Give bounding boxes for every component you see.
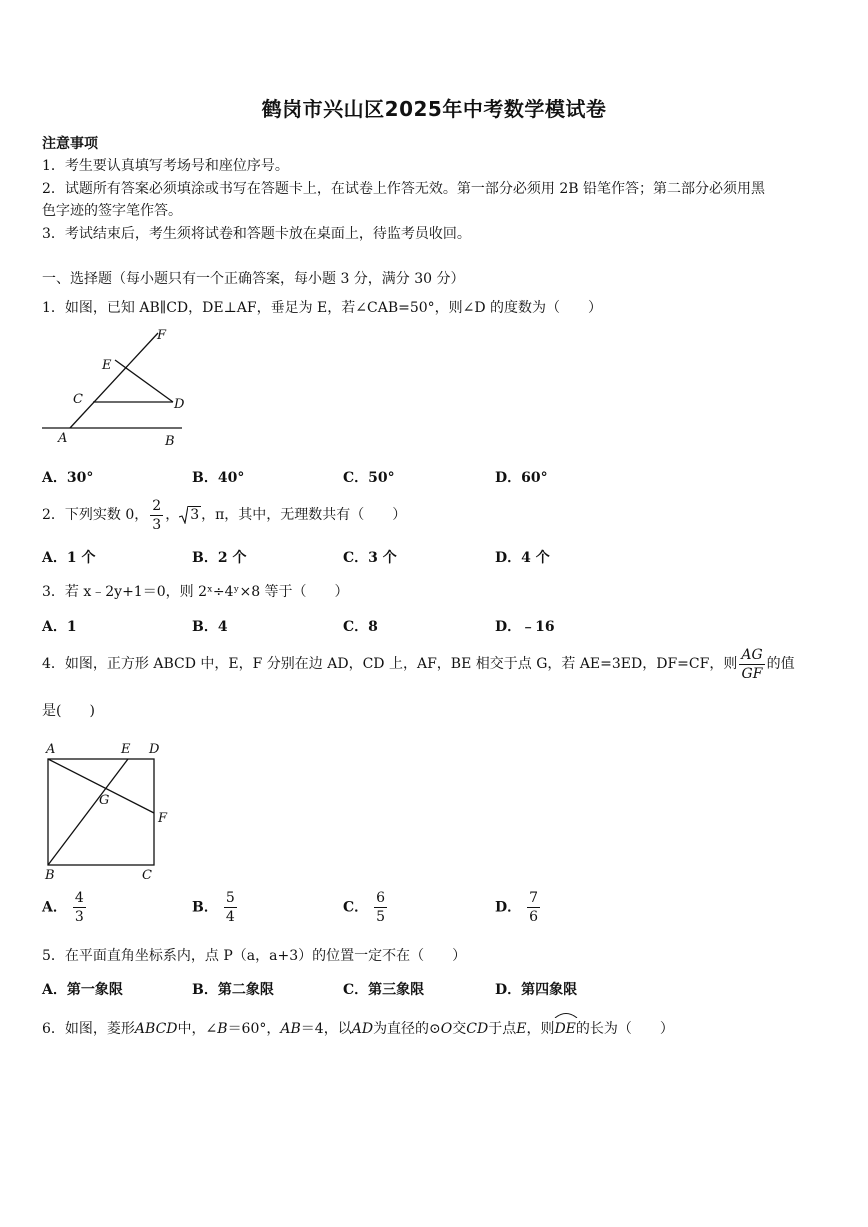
q4-option-d-frac bbox=[527, 891, 540, 924]
q4-label-A: A bbox=[46, 742, 56, 757]
q4-option-a-letter: A． bbox=[42, 899, 67, 916]
q4-label-F: F bbox=[158, 811, 168, 826]
q2-stem-mid: ， bbox=[165, 507, 180, 523]
q2-sqrt bbox=[179, 496, 201, 534]
notice-item-2-cont: 色字迹的签字笔作答。 bbox=[42, 203, 182, 219]
q4-stem-tail: 的值 bbox=[766, 656, 795, 672]
q4-option-b-num: 5 bbox=[225, 890, 235, 906]
q6-e: E bbox=[516, 1021, 527, 1037]
q6-ad: AD bbox=[351, 1021, 374, 1037]
q6-ab: AB bbox=[280, 1021, 301, 1037]
q1-figure bbox=[40, 325, 190, 450]
q4-option-d-den: 6 bbox=[529, 909, 539, 925]
notice-heading: 注意事项 bbox=[42, 136, 98, 152]
q4-option-a bbox=[42, 891, 88, 924]
q4-option-b-den: 4 bbox=[225, 909, 235, 925]
q6-stem bbox=[42, 1012, 674, 1042]
q4-label-E: E bbox=[121, 742, 131, 757]
q3-option-a: A．1 bbox=[42, 619, 77, 635]
q3-option-c: C．8 bbox=[343, 619, 378, 635]
q5-option-b: B．第二象限 bbox=[192, 982, 274, 998]
q6-arc-label: DE bbox=[554, 1021, 576, 1037]
q4-option-a-num: 4 bbox=[74, 890, 84, 906]
q2-option-b: B．2 个 bbox=[192, 550, 247, 566]
q4-option-c-num: 6 bbox=[376, 890, 386, 906]
q1-label-E: E bbox=[102, 358, 112, 373]
q4-figure bbox=[40, 738, 180, 888]
q2-option-c: C．3 个 bbox=[343, 550, 397, 566]
q5-stem: 5．在平面直角坐标系内，点 P（a，a+3）的位置一定不在（ ） bbox=[42, 948, 467, 964]
q6-mid5: 交 bbox=[452, 1021, 467, 1037]
q4-fraction bbox=[739, 648, 764, 681]
q4-option-d-letter: D． bbox=[495, 899, 522, 916]
q4-option-c bbox=[343, 891, 389, 924]
q1-label-A: A bbox=[58, 431, 68, 446]
q3-option-b: B．4 bbox=[192, 619, 228, 635]
q6-cd: CD bbox=[466, 1021, 489, 1037]
sqrt-sign-icon bbox=[179, 506, 188, 524]
q2-sqrt-arg: 3 bbox=[190, 507, 200, 523]
q4-stem-line2: 是( ) bbox=[42, 703, 95, 719]
q5-option-a: A．第一象限 bbox=[42, 982, 123, 998]
q6-mid2: ＝60°， bbox=[227, 1021, 281, 1037]
q2-stem-post: ，π，其中，无理数共有（ ） bbox=[201, 507, 407, 523]
q2-option-d: D．4 个 bbox=[495, 550, 550, 566]
q1-label-B: B bbox=[165, 434, 175, 449]
q2-frac-den: 3 bbox=[152, 516, 162, 533]
q5-option-c: C．第三象限 bbox=[343, 982, 425, 998]
q4-label-B: B bbox=[45, 868, 55, 883]
q2-frac-num: 2 bbox=[152, 497, 162, 514]
q4-frac-den: GF bbox=[741, 665, 763, 682]
q2-stem-pre: 2．下列实数 0， bbox=[42, 507, 149, 523]
q1-label-F: F bbox=[157, 328, 167, 343]
q4-label-G: G bbox=[99, 793, 110, 808]
q1-option-c: C．50° bbox=[343, 470, 395, 486]
q6-o: O bbox=[440, 1021, 453, 1037]
q4-option-b bbox=[192, 891, 239, 924]
q4-option-d bbox=[495, 891, 542, 924]
q1-option-d: D．60° bbox=[495, 470, 548, 486]
q4-option-c-frac bbox=[374, 891, 387, 924]
q4-option-c-letter: C． bbox=[343, 899, 369, 916]
q1-label-D: D bbox=[174, 397, 185, 412]
q4-label-C: C bbox=[142, 868, 152, 883]
q1-option-b: B．40° bbox=[192, 470, 245, 486]
q6-mid4: 为直径的⊙ bbox=[373, 1021, 441, 1037]
notice-item-3: 3．考试结束后，考生须将试卷和答题卡放在桌面上，待监考员收回。 bbox=[42, 226, 471, 242]
q4-frac-num: AG bbox=[741, 646, 763, 663]
arc-symbol-icon bbox=[554, 1012, 578, 1018]
q2-fraction bbox=[150, 499, 163, 532]
exam-title: 鹤岗市兴山区2025年中考数学模试卷 bbox=[261, 97, 607, 121]
q3-stem: 3．若 x﹣2y+1＝0，则 2ˣ÷4ʸ×8 等于（ ） bbox=[42, 584, 349, 600]
q4-option-b-frac bbox=[224, 891, 237, 924]
section-heading: 一、选择题（每小题只有一个正确答案，每小题 3 分，满分 30 分） bbox=[42, 271, 465, 287]
notice-item-2: 2．试题所有答案必须填涂或书写在答题卡上，在试卷上作答无效。第一部分必须用 2B 铅笔作答；第二部分必须用黑 bbox=[42, 181, 765, 197]
q4-option-a-frac bbox=[73, 891, 86, 924]
q4-label-D: D bbox=[149, 742, 160, 757]
notice-item-1: 1．考生要认真填写考场号和座位序号。 bbox=[42, 158, 289, 174]
q2-option-a: A．1 个 bbox=[42, 550, 96, 566]
q6-abcd: ABCD bbox=[134, 1021, 178, 1037]
q4-option-a-den: 3 bbox=[74, 909, 84, 925]
q6-b: B bbox=[217, 1021, 228, 1037]
q6-pre: 6．如图，菱形 bbox=[42, 1021, 135, 1037]
q2-stem bbox=[42, 496, 406, 534]
q6-arc bbox=[554, 1012, 575, 1042]
q6-mid3: ＝4，以 bbox=[300, 1021, 352, 1037]
q1-option-a: A．30° bbox=[42, 470, 94, 486]
q1-stem: 1．如图，已知 AB∥CD，DE⊥AF，垂足为 E，若∠CAB=50°，则∠D 的度数为（ ） bbox=[42, 300, 603, 316]
q5-option-d: D．第四象限 bbox=[495, 982, 578, 998]
q1-label-C: C bbox=[73, 392, 83, 407]
q4-stem bbox=[42, 645, 795, 683]
q3-option-d: D．﹣16 bbox=[495, 619, 555, 635]
q6-mid1: 中，∠ bbox=[177, 1021, 218, 1037]
q6-mid6: 于点 bbox=[488, 1021, 517, 1037]
q4-stem-text: 4．如图，正方形 ABCD 中，E，F 分别在边 AD，CD 上，AF，BE 相交于点 G，若 AE=3ED，DF=CF，则 bbox=[42, 656, 738, 672]
q6-post: 的长为（ ） bbox=[575, 1021, 674, 1037]
q6-mid7: ，则 bbox=[526, 1021, 555, 1037]
q4-option-c-den: 5 bbox=[376, 909, 386, 925]
q4-option-b-letter: B． bbox=[192, 899, 218, 916]
q4-option-d-num: 7 bbox=[529, 890, 539, 906]
